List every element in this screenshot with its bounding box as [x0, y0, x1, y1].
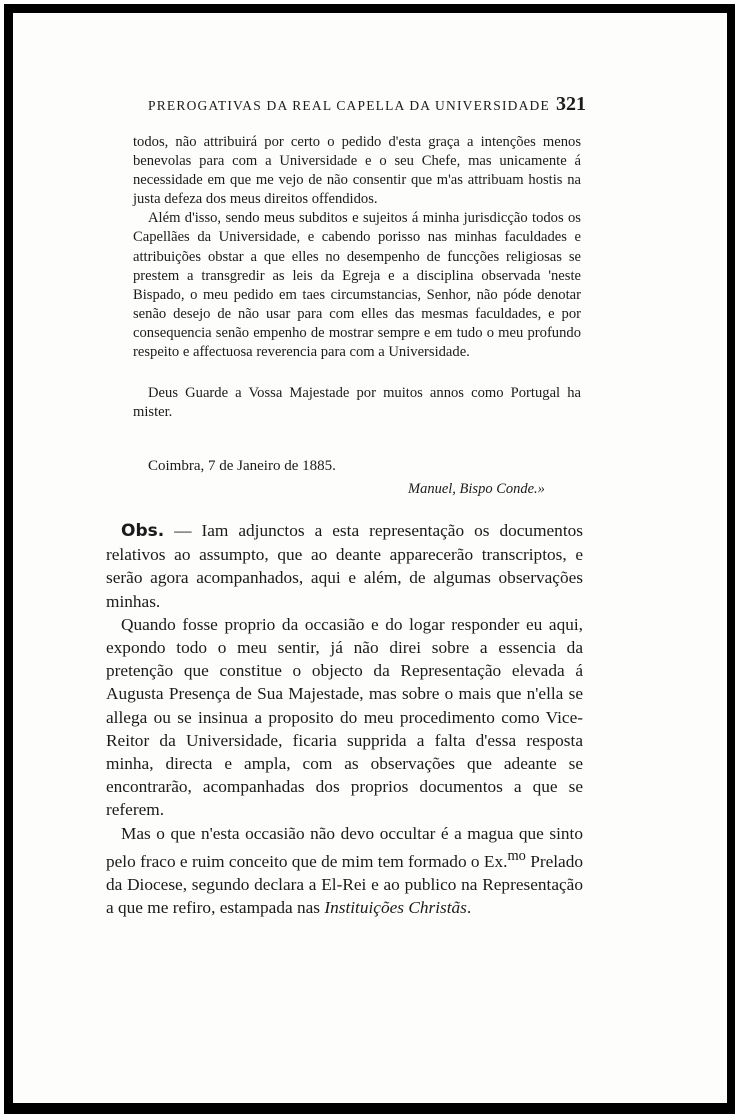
obs-p3-end: .	[466, 898, 472, 918]
obs-label: Obs.	[121, 521, 165, 541]
obs-p3-superscript: mo	[507, 847, 526, 864]
observation-paragraph-1	[106, 519, 583, 613]
observation-paragraph-2: Quando fosse proprio da occasião e do logar responder eu aqui, expondo todo o meu sentir, já não direi sobre a essencia da pretenção que constitue o objecto da Representação elevada á Augusta Presença de Sua Majestade, mas sobre o mais que n'ella se allega ou se insinua a proposito do meu procedimento como Vice-Reitor da Universidade, ficaria supprida a falta d'essa resposta minha, directa e ampla, com as observações que adeante se encontrarão, acompanhadas dos proprios documentos a que se referem.	[106, 614, 583, 820]
running-title: PREROGATIVAS DA REAL CAPELLA DA UNIVERSIDADE	[148, 98, 550, 113]
running-header	[142, 93, 586, 119]
obs-p3-italic-title: Instituições Christãs	[324, 898, 467, 918]
obs-p3-mid: Prelado da Diocese, segundo declara a El-Rei e ao publico na Representação a que me refiro, estampada nas	[106, 851, 583, 918]
place-date: Coimbra, 7 de Janeiro de 1885.	[148, 458, 336, 474]
observations-section	[106, 519, 583, 919]
letter-closing: Deus Guarde a Vossa Majestade por muitos annos como Portugal ha mister.	[133, 385, 581, 421]
letter-paragraph-1: todos, não attribuirá por certo o pedido d'esta graça a intenções menos benevolas para com a Universidade e o seu Chefe, mas unicamente á necessidade em que me vejo de não consentir que m'as attribuam hostis na justa defeza dos meus direitos offendidos.	[133, 134, 581, 208]
observation-paragraph-3	[106, 822, 583, 920]
obs-p3-start: Mas o que n'esta occasião não devo occultar é a magua que sinto pelo fraco e ruim conceito que de mim tem formado o Ex.	[106, 823, 583, 871]
obs-text: — Iam adjunctos a esta representação os documentos relativos ao assumpto, que ao deante apparecerão transcriptos, e serão agora acompanhados, aqui e além, de algumas observações minhas.	[106, 521, 583, 611]
signature: Manuel, Bispo Conde.»	[408, 481, 545, 497]
page-number: 321	[556, 93, 586, 115]
letter-text	[133, 133, 581, 422]
letter-paragraph-2: Além d'isso, sendo meus subditos e sujeitos á minha jurisdicção todos os Capellães da Universidade, e cabendo porisso nas minhas faculdades e attribuições obstar a que elles no desempenho de funcções religiosas se prestem a transgredir as leis da Egreja e a disciplina observada 'neste Bispado, o meu pedido em taes circumstancias, Senhor, não póde denotar senão desejo de não usar para com elles das mesmas faculdades, e por consequencia senão empenho de mostrar sempre e em tudo o meu profundo respeito e affectuosa reverencia para com a Universidade.	[133, 210, 581, 361]
